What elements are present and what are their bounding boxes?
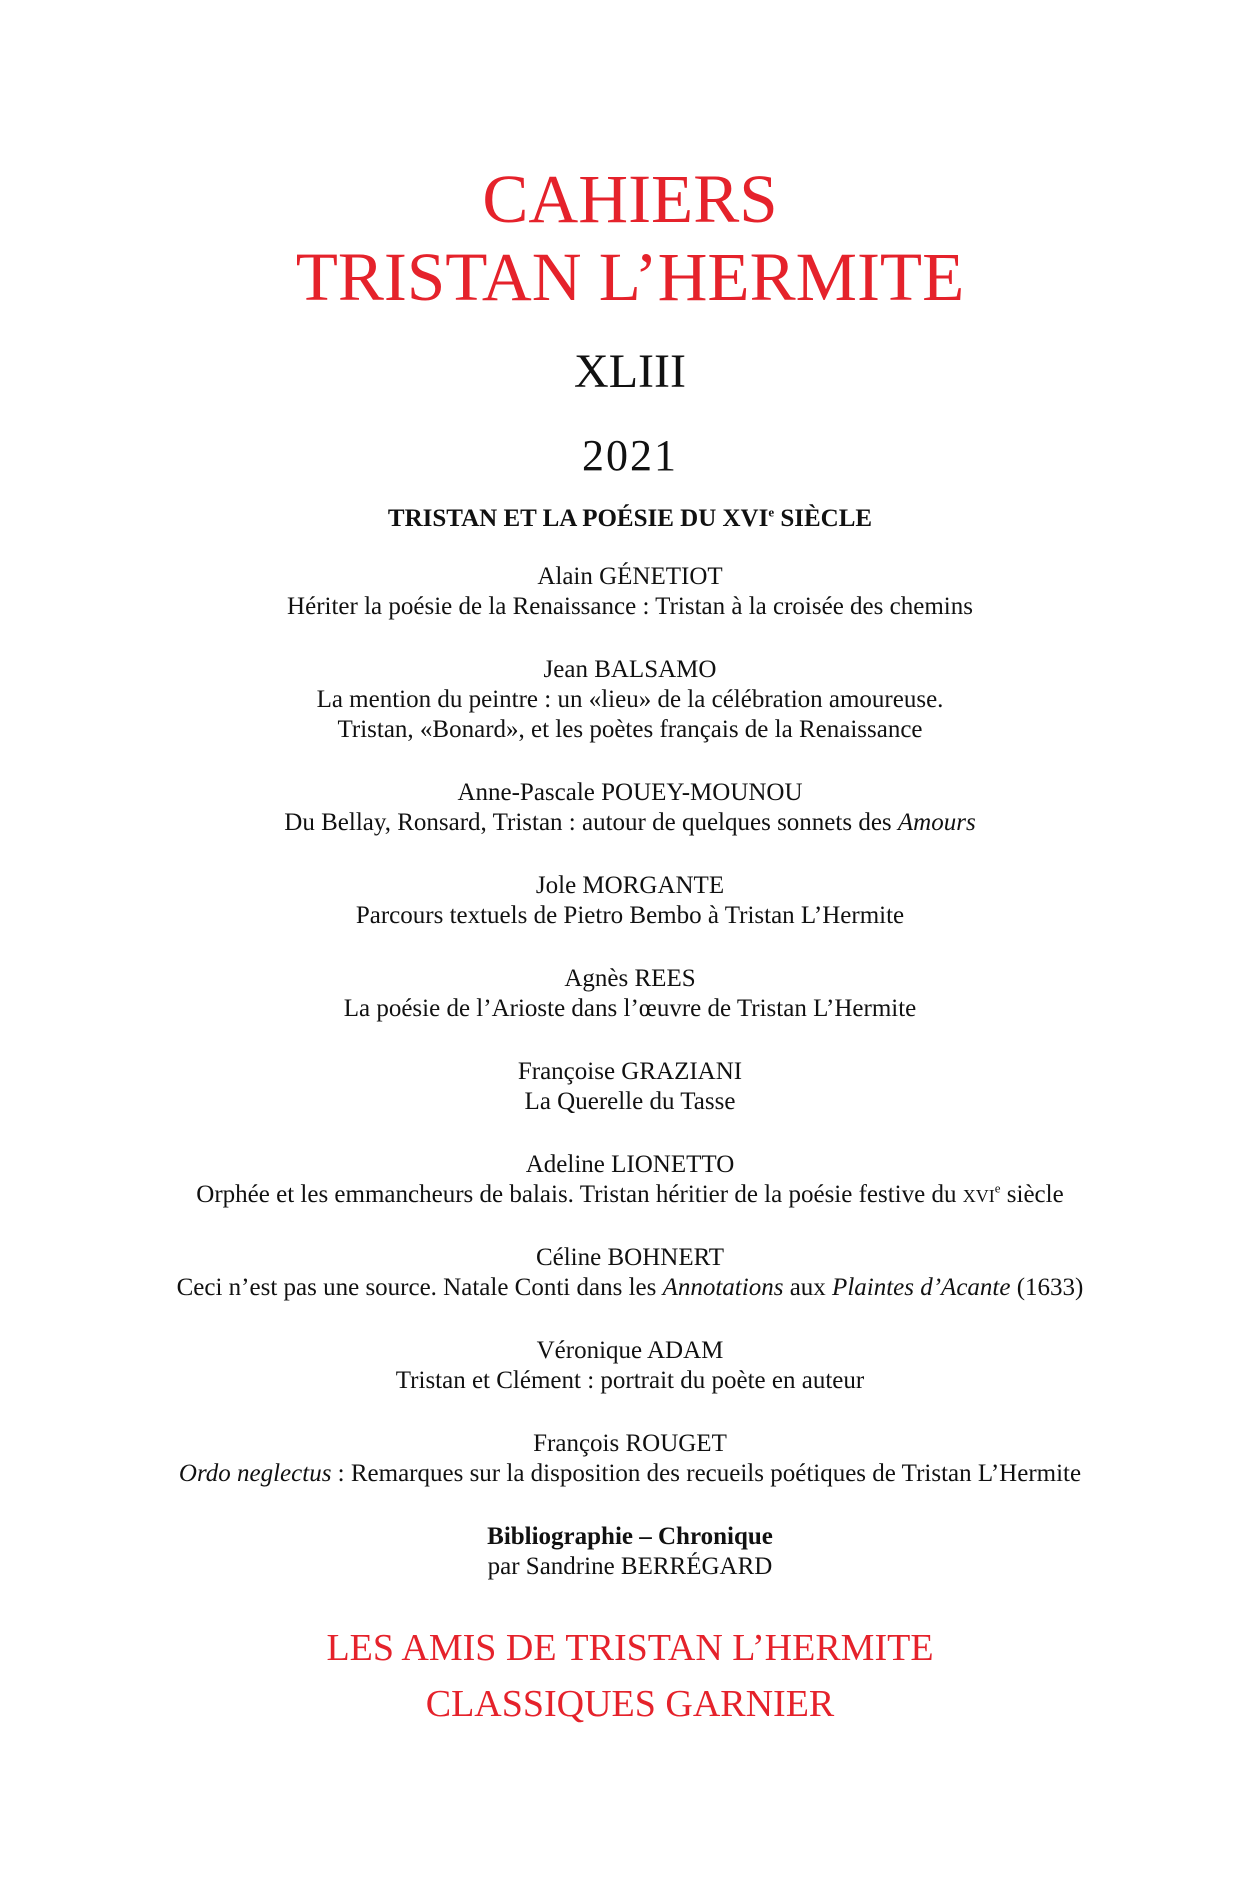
article-title-text: Du Bellay, Ronsard, Tristan : autour de quelques sonnets des (284, 809, 898, 836)
article-title-mid: aux (783, 1274, 833, 1301)
article-title-italic-2: Plaintes d’Acante (832, 1274, 1011, 1301)
article-title: Parcours textuels de Pietro Bembo à Tristan L’Hermite (355, 902, 905, 929)
article-entry (0, 1429, 1260, 1489)
article-entry (0, 1243, 1260, 1303)
journal-title (0, 160, 1260, 316)
article-title-text: Orphée et les emmancheurs de balais. Tristan héritier de la poésie festive du (196, 1181, 963, 1208)
volume-number: XLIII (574, 345, 686, 398)
article-title: La poésie de l’Arioste dans l’œuvre de Tristan L’Hermite (343, 995, 917, 1022)
article-title: Hériter la poésie de la Renaissance : Tristan à la croisée des chemins (287, 593, 973, 620)
publisher-society: LES AMIS DE TRISTAN L’HERMITE (326, 1627, 934, 1669)
article-title (0, 1180, 1260, 1210)
article-title-line2: Tristan, «Bonard», et les poètes français de la Renaissance (337, 716, 923, 743)
publishers (0, 1620, 1260, 1732)
article-entry (0, 1057, 1260, 1117)
article-title-smallcaps: xvi (962, 1181, 995, 1208)
article-author: François ROUGET (533, 1430, 727, 1457)
article-title-end: siècle (1000, 1181, 1064, 1208)
article-title-line1: La mention du peintre : un «lieu» de la célébration amoureuse. (316, 686, 944, 713)
article-author: Jean BALSAMO (543, 656, 717, 683)
article-entry (0, 871, 1260, 931)
article-title-sup: e (994, 1180, 1001, 1196)
article-entry (0, 655, 1260, 745)
article-title-text: : Remarques sur la disposition des recueils poétiques de Tristan L’Hermite (331, 1460, 1082, 1487)
article-title-text: Ceci n’est pas une source. Natale Conti dans les (176, 1274, 663, 1301)
chronicle-author: par Sandrine BERRÉGARD (487, 1553, 773, 1580)
article-title: La Querelle du Tasse (524, 1088, 736, 1115)
article-title (0, 808, 1260, 838)
article-author: Anne-Pascale POUEY-MOUNOU (457, 779, 803, 806)
publication-year: 2021 (582, 431, 678, 480)
article-title-italic: Ordo neglectus (178, 1460, 332, 1487)
article-title (0, 1459, 1260, 1489)
article-author: Véronique ADAM (536, 1337, 724, 1364)
chronicle-title: Bibliographie – Chronique (487, 1523, 773, 1550)
article-title (0, 1273, 1260, 1303)
article-author: Agnès REES (564, 965, 696, 992)
publisher-house: CLASSIQUES GARNIER (425, 1683, 835, 1725)
article-entry (0, 562, 1260, 622)
article-title-end: (1633) (1010, 1274, 1084, 1301)
article-author: Françoise GRAZIANI (517, 1058, 743, 1085)
article-entry (0, 778, 1260, 838)
table-of-contents (0, 562, 1260, 1489)
journal-title-line2: TRISTAN L’HERMITE (295, 239, 965, 315)
article-author: Jole MORGANTE (535, 872, 725, 899)
article-title-italic: Amours (897, 809, 976, 836)
article-author: Alain GÉNETIOT (537, 563, 723, 590)
article-entry (0, 1150, 1260, 1210)
article-title: Tristan et Clément : portrait du poète en auteur (395, 1367, 865, 1394)
issue-theme (0, 504, 1260, 534)
issue-theme-suffix: SIÈCLE (774, 505, 873, 532)
chronicle-section (0, 1522, 1260, 1582)
article-title-italic-1: Annotations (662, 1274, 784, 1301)
article-entry (0, 1336, 1260, 1396)
issue-theme-prefix: TRISTAN ET LA POÉSIE DU XVI (387, 505, 769, 532)
journal-title-line1: CAHIERS (482, 161, 778, 237)
article-author: Céline BOHNERT (535, 1244, 725, 1271)
article-author: Adeline LIONETTO (525, 1151, 735, 1178)
article-entry (0, 964, 1260, 1024)
issue-theme-sup: e (768, 504, 775, 520)
